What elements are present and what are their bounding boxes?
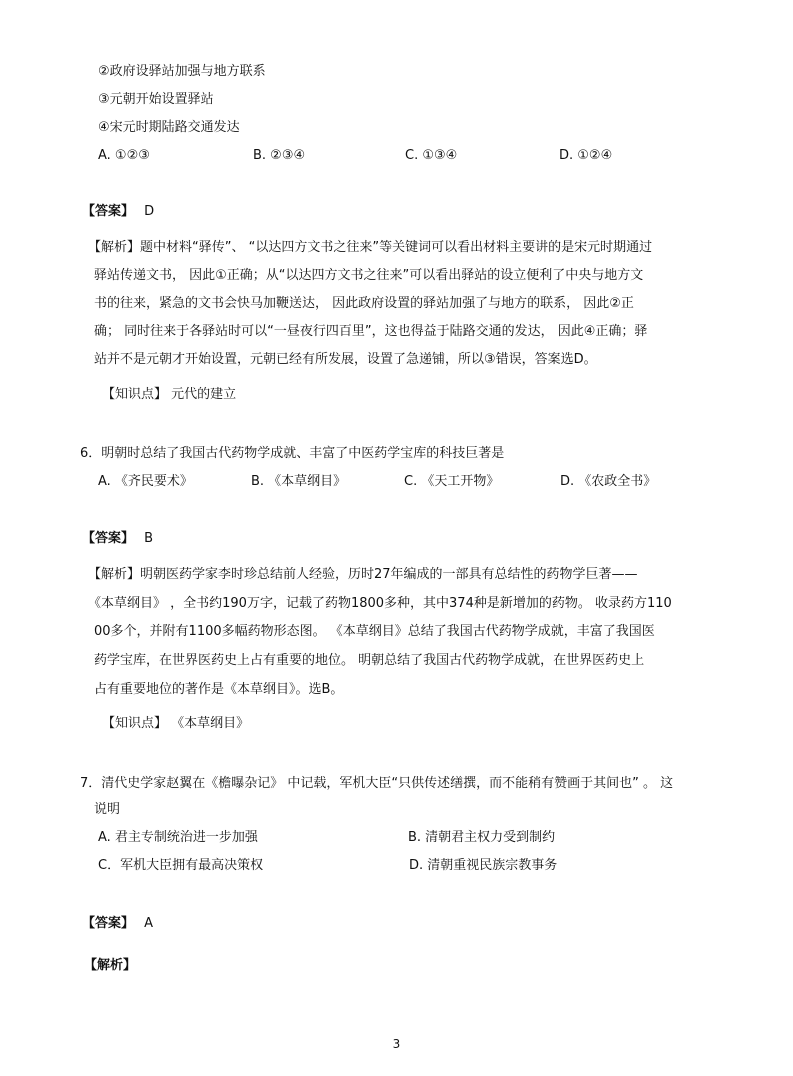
q5-option-a: A. ①②③ — [98, 148, 150, 163]
q6-analysis-line: 药学宝库，在世界医药史上占有重要的地位。 明朝总结了我国古代药物学成就，在世界医药史上 — [94, 653, 645, 668]
q6-analysis-line: 《本草纲目》 ，全书约190万字，记载了药物1800多种，其中374种是新增加的药物。 收录药方110 — [88, 596, 672, 611]
q7-answer — [82, 915, 153, 933]
q5-analysis-line: 【解析】题中材料“驿传”、 “以达四方文书之往来”等关键词可以看出材料主要讲的是宋元时期通过 — [88, 240, 653, 255]
q6-analysis-line: 00多个，并附有1100多幅药物形态图。 《本草纲目》总结了我国古代药物学成就，丰富了我国医 — [94, 624, 655, 639]
q5-analysis-line: 驿站传递文书， 因此①正确；从“以达四方文书之往来”可以看出驿站的设立便利了中央与地方文 — [94, 268, 644, 283]
q7-option-a: A. 君主专制统治进一步加强 — [98, 830, 258, 845]
q6-stem: 6．明朝时总结了我国古代药物学成就、丰富了中医药学宝库的科技巨著是 — [80, 446, 505, 461]
q6-analysis-line: 【解析】明朝医药学家李时珍总结前人经验，历时27年编成的一部具有总结性的药物学巨著—— — [88, 567, 638, 582]
page-number: 3 — [392, 1037, 401, 1051]
q5-answer — [82, 203, 154, 221]
q7-stem-line: 说明 — [94, 802, 121, 817]
q5-analysis-line: 书的往来，紧急的文书会快马加鞭送达， 因此政府设置的驿站加强了与地方的联系， 因此②正 — [94, 296, 634, 311]
q5-statement-3: ③元朝开始设置驿站 — [98, 92, 214, 107]
q7-analysis-label: 【解析】 — [84, 958, 137, 973]
q6-knowledge-point: 【知识点】 《本草纲目》 — [102, 716, 250, 731]
q7-option-c: C．军机大臣拥有最高决策权 — [98, 858, 264, 873]
q6-option-d: D. 《农政全书》 — [560, 474, 657, 489]
q6-option-b: B. 《本草纲目》 — [251, 474, 347, 489]
q5-option-b: B. ②③④ — [253, 148, 306, 163]
answer-value: B — [144, 531, 154, 546]
answer-value: D — [144, 204, 155, 219]
answer-label: 【答案】 — [82, 916, 135, 931]
q5-statement-2: ②政府设驿站加强与地方联系 — [98, 64, 266, 79]
answer-label: 【答案】 — [82, 531, 135, 546]
q7-option-b: B. 清朝君主权力受到制约 — [408, 830, 556, 845]
q6-option-c: C. 《天工开物》 — [404, 474, 500, 489]
q6-answer — [82, 530, 153, 548]
q7-option-d: D. 清朝重视民族宗教事务 — [409, 858, 558, 873]
answer-label: 【答案】 — [82, 204, 135, 219]
q5-analysis-line: 确； 同时往来于各驿站时可以“一昼夜行四百里”，这也得益于陆路交通的发达， 因此④正确；驿 — [94, 324, 648, 339]
q6-option-a: A. 《齐民要术》 — [98, 474, 193, 489]
q5-option-d: D. ①②④ — [559, 148, 613, 163]
q6-analysis-line: 占有重要地位的著作是《本草纲目》。选B。 — [94, 682, 344, 697]
q5-knowledge-point: 【知识点】 元代的建立 — [102, 387, 237, 402]
q5-analysis-line: 站并不是元朝才开始设置，元朝已经有所发展，设置了急递铺，所以③错误，答案选D。 — [94, 352, 597, 367]
answer-value: A — [144, 916, 154, 931]
q5-option-c: C. ①③④ — [405, 148, 458, 163]
q5-statement-4: ④宋元时期陆路交通发达 — [98, 120, 240, 135]
q7-stem-line: 7．清代史学家赵翼在《檐曝杂记》 中记载，军机大臣“只供传述缮撰，而不能稍有赞画于其间也” 。 这 — [80, 776, 674, 791]
